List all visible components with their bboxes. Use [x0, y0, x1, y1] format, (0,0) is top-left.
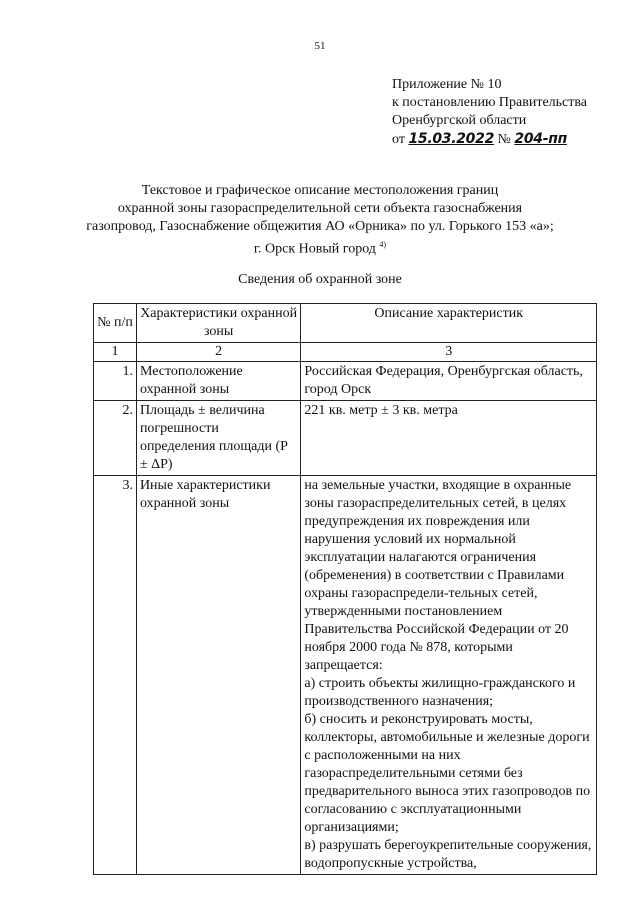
table-row [94, 362, 597, 401]
header-num: № п/п [94, 304, 137, 343]
restriction-b: б) сносить и реконструировать мосты, коллекторы, автомобильные и железные дороги с расположенными на них газораспределительными сетями без предварительного выноса этих газопроводов по согласованию с эксплуатационными организациями; [304, 712, 591, 835]
row-description: Российская Федерация, Оренбургская область, город Орск [301, 362, 597, 401]
document-title [70, 182, 570, 259]
handwritten-number: 204-пп [514, 131, 567, 147]
row-characteristic: Иные характеристики охранной зоны [136, 476, 300, 875]
title-line-4 [70, 236, 570, 259]
number-label: № [497, 132, 511, 147]
row-description-cell [301, 476, 597, 875]
title-line-1: Текстовое и графическое описание местоположения границ [141, 183, 499, 198]
zone-info-table [93, 303, 597, 875]
row-num: 1. [94, 362, 137, 401]
section-subtitle: Сведения об охранной зоне [238, 272, 402, 287]
table-row [94, 476, 597, 875]
from-label: от [392, 132, 405, 147]
header-description: Описание характеристик [301, 304, 597, 343]
row-description: на земельные участки, входящие в охранные зоны газораспределительных сетей, в целях предупреждения их повреждения или нарушения условий их нормальной эксплуатации налагаются ограничения (обременения) в соответствии с Правилами охраны газораспредели-тельных сетей, утвержденными постановлением Правительства Российской Федерации от 20 ноября 2000 года № 878, которыми запрещается: [304, 478, 572, 673]
col-number-3: 3 [301, 343, 597, 362]
handwritten-date: 15.03.2022 [408, 131, 495, 147]
table-row [94, 401, 597, 476]
appendix-block [392, 76, 587, 149]
col-number-1: 1 [94, 343, 137, 362]
appendix-line-2: к постановлению Правительства [392, 95, 588, 110]
col-number-2: 2 [136, 343, 300, 362]
restriction-c: в) разрушать берегоукрепительные сооружения, водопропускные устройства, [304, 838, 592, 871]
row-num: 3. [94, 476, 137, 875]
row-description: 221 кв. метр ± 3 кв. метра [301, 401, 597, 476]
page-number: 51 [314, 40, 326, 52]
row-characteristic: Площадь ± величина погрешности определения площади (Р ± ΔР) [136, 401, 300, 476]
appendix-date-line [392, 130, 587, 149]
title-line-2: охранной зоны газораспределительной сети объекта газоснабжения [117, 201, 523, 216]
title-line-3: газопровод, Газоснабжение общежития АО «Орника» по ул. Горького 153 «а»; [86, 219, 554, 234]
row-characteristic: Местоположение охранной зоны [136, 362, 300, 401]
row-num: 2. [94, 401, 137, 476]
appendix-line-1: Приложение № 10 [392, 77, 502, 92]
column-number-row [94, 343, 597, 362]
restriction-a: а) строить объекты жилищно-гражданского и производственного назначения; [304, 676, 576, 709]
footnote-mark: 4) [379, 240, 387, 249]
title-line-4-text: г. Орск Новый город [253, 241, 376, 257]
header-characteristics: Характеристики охранной зоны [136, 304, 300, 343]
appendix-line-3: Оренбургской области [392, 113, 527, 128]
table-header-row [94, 304, 597, 343]
